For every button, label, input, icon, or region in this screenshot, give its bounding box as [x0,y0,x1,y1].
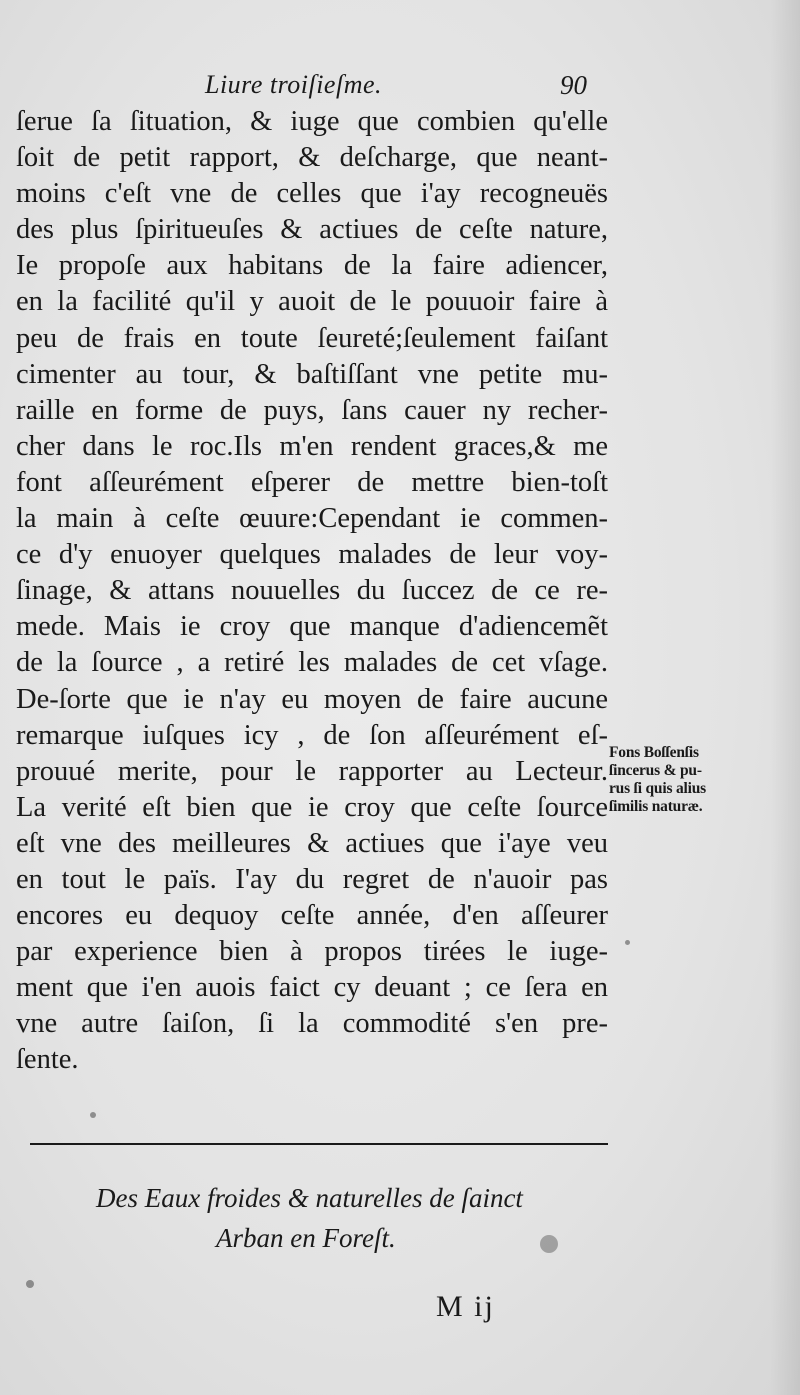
body-line: raille en forme de puys, ſans cauer ny recher- [16,394,608,426]
ink-speck [90,1112,96,1118]
page-number: 90 [560,70,587,100]
body-line: vne autre ſaiſon, ſi la commodité s'en pre- [16,1008,608,1040]
signature-mark: M ij [436,1290,495,1323]
ink-speck [540,1235,558,1253]
body-line: des plus ſpiritueuſes & actiues de ceſte nature, [16,214,608,246]
body-line: De-ſorte que ie n'ay eu moyen de faire aucune [16,683,608,715]
body-line: eſt vne des meilleures & actiues que i'aye veu [16,827,608,859]
ink-speck [26,1280,34,1288]
body-line: ſinage, & attans nouuelles du ſuccez de ce re- [16,575,608,607]
body-line: mede. Mais ie croy que manque d'adiencemẽt [16,611,608,643]
body-line: ce d'y enuoyer quelques malades de leur voy- [16,539,608,571]
body-line: Ie propoſe aux habitans de la faire adiencer, [16,250,608,282]
margin-note-line: Fons Boſſenſis [609,744,699,761]
margin-note [609,744,794,816]
body-line: la main à ceſte œuure:Cependant ie commen- [16,503,608,535]
body-line: de la ſource , a retiré les malades de cet vſage. [16,647,608,679]
body-line: prouué merite, pour le rapporter au Lecteur. [16,755,608,787]
body-line: La verité eſt bien que ie croy que ceſte ſource [16,791,608,823]
body-line: par experience bien à propos tirées le iuge- [16,936,608,968]
margin-note-line: rus ſi quis alius [609,780,706,797]
section-divider [30,1143,608,1145]
body-line: ſoit de petit rapport, & deſcharge, que neant- [16,142,608,174]
margin-note-line: ſincerus & pu- [609,762,702,779]
body-paragraph [16,104,608,1079]
section-heading-line: Arban en Foreſt. [216,1223,396,1253]
body-line: encores eu dequoy ceſte année, d'en aſſeurer [16,900,608,932]
body-line-last: ſente. [16,1044,79,1076]
body-line: ment que i'en auois faict cy deuant ; ce ſera en [16,972,608,1004]
body-line: font aſſeurément eſperer de mettre bien-toſt [16,466,608,498]
body-line: moins c'eſt vne de celles que i'ay recogneuës [16,178,608,210]
body-line: cher dans le roc.Ils m'en rendent graces,& me [16,430,608,462]
body-line: ſerue ſa ſituation, & iuge que combien qu'elle [16,106,608,137]
body-line: en tout le païs. I'ay du regret de n'auoir pas [16,863,608,895]
body-line: peu de frais en toute ſeureté;ſeulement faiſant [16,322,608,354]
margin-note-line: ſimilis naturæ. [609,798,703,815]
section-heading [0,1178,800,1258]
body-line: cimenter au tour, & baſtiſſant vne petite mu- [16,358,608,390]
body-line: remarque iuſques icy , de ſon aſſeurément eſ- [16,719,608,751]
section-heading-line: Des Eaux froides & naturelles de ſainct [96,1183,523,1213]
running-title: Liure troiſieſme. [205,70,383,99]
ink-speck [625,940,630,945]
body-line: en la facilité qu'il y auoit de le pouuoir faire à [16,286,608,318]
